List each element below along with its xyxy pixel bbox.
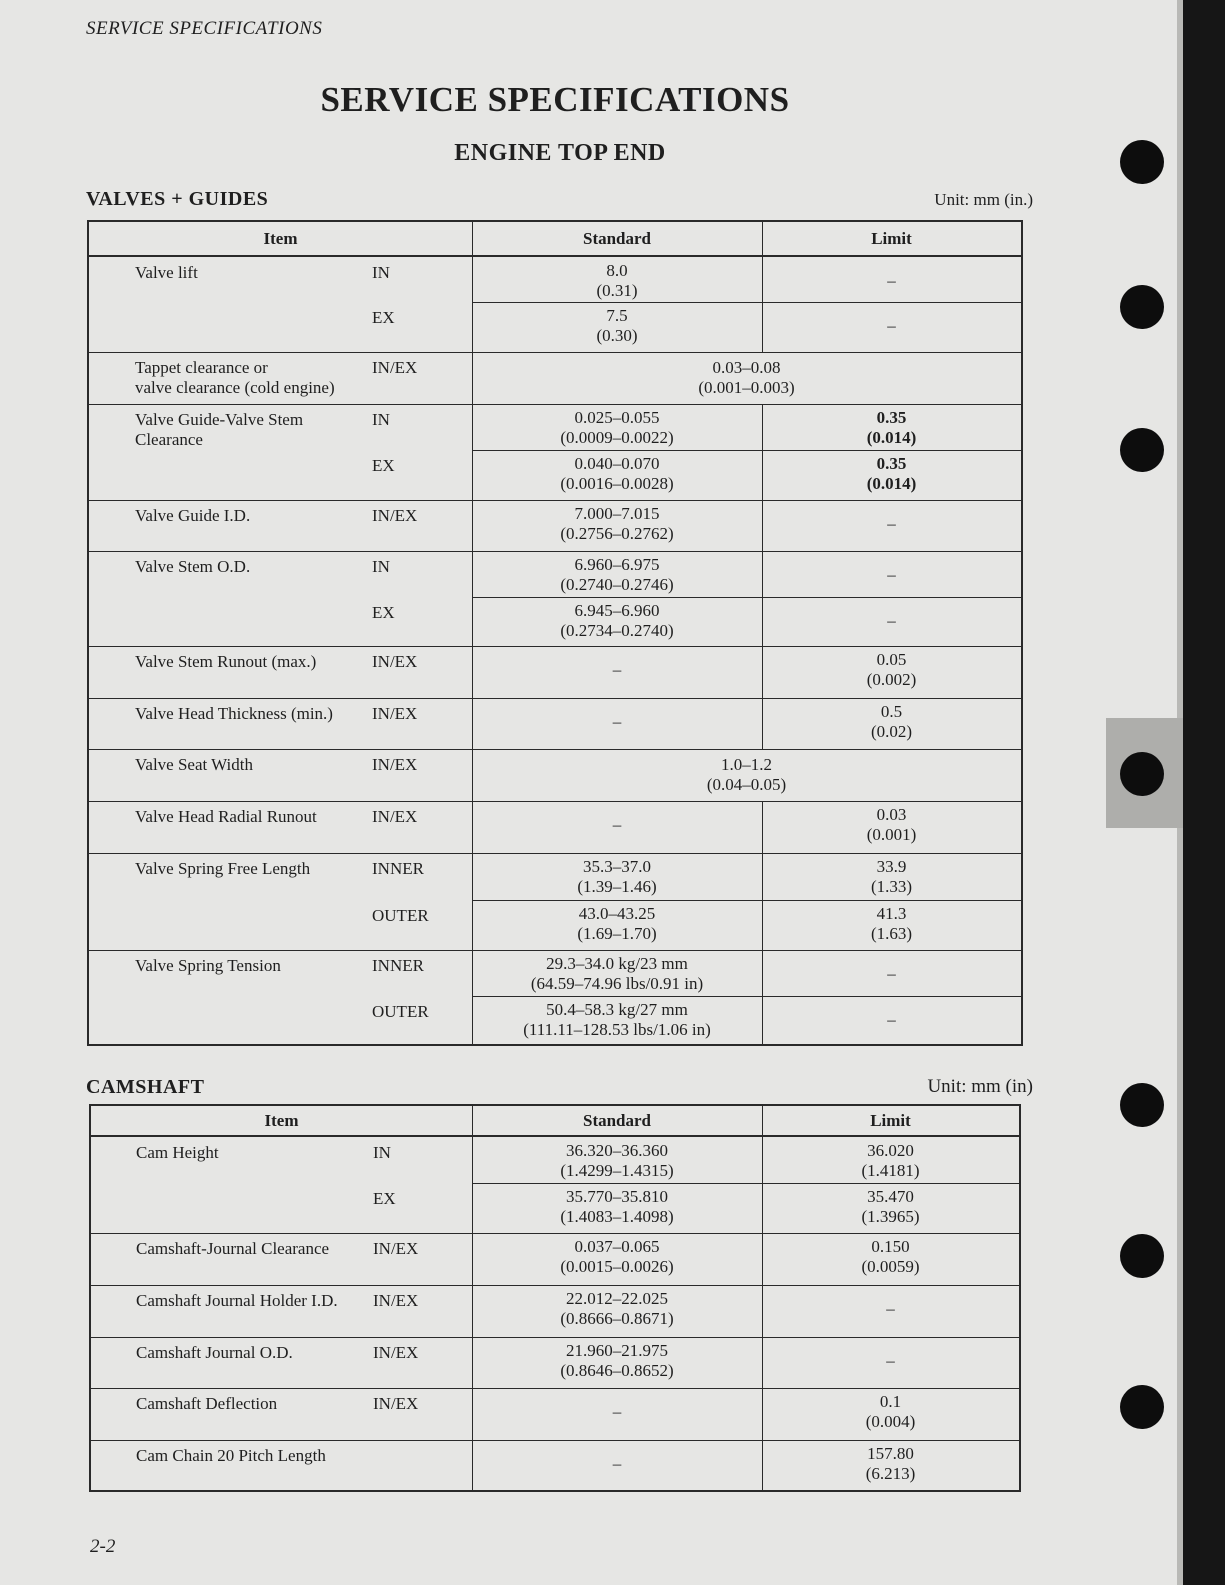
binder-hole <box>1120 140 1164 184</box>
table-row <box>89 500 1021 551</box>
table-header <box>89 222 1021 257</box>
standard-value: 50.4–58.3 kg/27 mm (111.11–128.53 lbs/1.06 in) <box>523 1000 711 1039</box>
limit-value: 0.35 (0.014) <box>866 408 917 447</box>
limit-value: – <box>887 514 896 533</box>
side-label: OUTER <box>372 906 429 925</box>
limit-value: 0.35 (0.014) <box>866 454 917 493</box>
side-label: IN/EX <box>372 755 418 774</box>
standard-value: 21.960–21.975 (0.8646–0.8652) <box>560 1341 674 1380</box>
table-row <box>91 1233 1019 1285</box>
merged-value: 0.03–0.08 (0.001–0.003) <box>698 358 795 397</box>
table-row <box>89 257 1021 352</box>
limit-value: 157.80 (6.213) <box>865 1444 916 1483</box>
camshaft-spec-table <box>89 1104 1021 1492</box>
side-label: INNER <box>372 956 424 975</box>
table-row <box>91 1388 1019 1440</box>
item-name: Camshaft-Journal Clearance <box>136 1239 330 1258</box>
side-label: INNER <box>372 859 424 878</box>
standard-value: 6.960–6.975 (0.2740–0.2746) <box>560 555 674 594</box>
side-label: EX <box>372 456 395 475</box>
table-row <box>91 1285 1019 1337</box>
header-divider <box>472 1106 473 1135</box>
limit-value: – <box>887 964 896 983</box>
running-head: SERVICE SPECIFICATIONS <box>86 18 323 39</box>
table-row <box>89 352 1021 404</box>
camshaft-section-title: CAMSHAFT <box>86 1076 205 1098</box>
item-name: Valve Head Radial Runout <box>135 807 317 826</box>
standard-value: 22.012–22.025 (0.8666–0.8671) <box>560 1289 674 1328</box>
page-number: 2-2 <box>90 1536 116 1557</box>
item-name: Cam Height <box>136 1143 219 1162</box>
side-label: IN/EX <box>373 1343 419 1362</box>
header-divider <box>762 1106 763 1135</box>
table-row <box>89 646 1021 698</box>
limit-value: – <box>886 1299 895 1318</box>
standard-value: – <box>612 712 622 731</box>
limit-value: – <box>887 271 896 290</box>
limit-value: 0.150 (0.0059) <box>861 1237 920 1276</box>
table-row <box>89 698 1021 749</box>
standard-value: 7.000–7.015 (0.2756–0.2762) <box>560 504 674 543</box>
page-edge <box>1183 0 1225 1585</box>
camshaft-unit-label: Unit: mm (in) <box>927 1076 1033 1097</box>
standard-value: – <box>612 1454 622 1473</box>
item-name: Valve lift <box>135 263 198 282</box>
item-name: Tappet clearance or valve clearance (cold engine) <box>135 358 335 397</box>
table-row <box>89 801 1021 853</box>
table-row <box>91 1137 1019 1233</box>
item-name: Camshaft Journal O.D. <box>136 1343 293 1362</box>
standard-value: 35.3–37.0 (1.39–1.46) <box>577 857 657 896</box>
standard-value: – <box>612 815 622 834</box>
binder-hole <box>1120 428 1164 472</box>
standard-value: 43.0–43.25 (1.69–1.70) <box>577 904 657 943</box>
side-label: IN <box>372 263 390 282</box>
limit-value: 41.3 (1.63) <box>870 904 913 943</box>
item-name: Valve Seat Width <box>135 755 253 774</box>
page-title: SERVICE SPECIFICATIONS <box>320 80 790 119</box>
limit-value: – <box>887 565 896 584</box>
limit-value: – <box>887 316 896 335</box>
side-label: IN/EX <box>372 807 418 826</box>
limit-value: 0.5 (0.02) <box>870 702 913 741</box>
merged-value: 1.0–1.2 (0.04–0.05) <box>706 755 787 794</box>
table-row <box>91 1440 1019 1492</box>
side-label: EX <box>373 1189 396 1208</box>
table-row <box>89 749 1021 801</box>
subrow-divider <box>472 450 1021 451</box>
item-name: Valve Guide I.D. <box>135 506 251 525</box>
table-row <box>89 950 1021 1046</box>
limit-value: 33.9 (1.33) <box>870 857 913 896</box>
binder-hole <box>1120 1234 1164 1278</box>
item-name: Valve Stem O.D. <box>135 557 251 576</box>
standard-value: 6.945–6.960 (0.2734–0.2740) <box>560 601 674 640</box>
header-limit: Limit <box>871 229 912 248</box>
subrow-divider <box>472 597 1021 598</box>
limit-value: 0.1 (0.004) <box>865 1392 916 1431</box>
limit-value: 0.03 (0.001) <box>866 805 917 844</box>
header-item: Item <box>263 229 298 248</box>
subrow-divider <box>472 996 1021 997</box>
header-divider <box>472 222 473 255</box>
item-name: Valve Head Thickness (min.) <box>135 704 333 723</box>
standard-value: 0.037–0.065 (0.0015–0.0026) <box>560 1237 674 1276</box>
header-limit: Limit <box>870 1111 911 1130</box>
side-label: IN <box>372 410 390 429</box>
item-name: Valve Spring Tension <box>135 956 281 975</box>
limit-value: 36.020 (1.4181) <box>861 1141 920 1180</box>
standard-value: 0.040–0.070 (0.0016–0.0028) <box>560 454 674 493</box>
item-name: Cam Chain 20 Pitch Length <box>136 1446 326 1465</box>
item-name: Valve Guide-Valve Stem Clearance <box>135 410 304 449</box>
standard-value: 36.320–36.360 (1.4299–1.4315) <box>560 1141 674 1180</box>
side-label: IN/EX <box>372 358 418 377</box>
valves-section-title: VALVES + GUIDES <box>86 188 269 210</box>
binder-hole <box>1120 752 1164 796</box>
subrow-divider <box>472 302 1021 303</box>
header-item: Item <box>264 1111 299 1130</box>
standard-value: – <box>612 660 622 679</box>
side-label: EX <box>372 603 395 622</box>
limit-value: 0.05 (0.002) <box>866 650 917 689</box>
table-row <box>89 404 1021 500</box>
header-standard: Standard <box>582 229 652 248</box>
side-label: IN/EX <box>373 1394 419 1413</box>
side-label: OUTER <box>372 1002 429 1021</box>
limit-value: – <box>886 1351 895 1370</box>
side-label: EX <box>372 308 395 327</box>
side-label: IN/EX <box>372 652 418 671</box>
table-row <box>89 551 1021 646</box>
item-name: Valve Stem Runout (max.) <box>135 652 317 671</box>
item-name: Camshaft Journal Holder I.D. <box>136 1291 338 1310</box>
standard-value: 29.3–34.0 kg/23 mm (64.59–74.96 lbs/0.91 in) <box>530 954 704 993</box>
binder-hole <box>1120 1083 1164 1127</box>
standard-value: – <box>612 1402 622 1421</box>
standard-value: 8.0 (0.31) <box>596 261 638 300</box>
table-row <box>91 1337 1019 1388</box>
side-label: IN <box>372 557 390 576</box>
item-name: Camshaft Deflection <box>136 1394 278 1413</box>
side-label: IN <box>373 1143 391 1162</box>
limit-value: 35.470 (1.3965) <box>861 1187 920 1226</box>
subrow-divider <box>472 900 1021 901</box>
table-header <box>91 1106 1019 1137</box>
side-label: IN/EX <box>373 1291 419 1310</box>
valves-spec-table <box>87 220 1023 1046</box>
standard-value: 35.770–35.810 (1.4083–1.4098) <box>560 1187 674 1226</box>
side-label: IN/EX <box>372 506 418 525</box>
standard-value: 7.5 (0.30) <box>596 306 638 345</box>
side-label: IN/EX <box>372 704 418 723</box>
item-name: Valve Spring Free Length <box>135 859 311 878</box>
header-divider <box>762 222 763 255</box>
binder-hole <box>1120 285 1164 329</box>
limit-value: – <box>887 611 896 630</box>
subrow-divider <box>472 1183 1019 1184</box>
standard-value: 0.025–0.055 (0.0009–0.0022) <box>560 408 674 447</box>
page-subtitle: ENGINE TOP END <box>454 140 666 166</box>
side-label: IN/EX <box>373 1239 419 1258</box>
binder-hole <box>1120 1385 1164 1429</box>
valves-unit-label: Unit: mm (in.) <box>934 190 1033 209</box>
table-row <box>89 853 1021 950</box>
limit-value: – <box>887 1010 896 1029</box>
header-standard: Standard <box>582 1111 652 1130</box>
